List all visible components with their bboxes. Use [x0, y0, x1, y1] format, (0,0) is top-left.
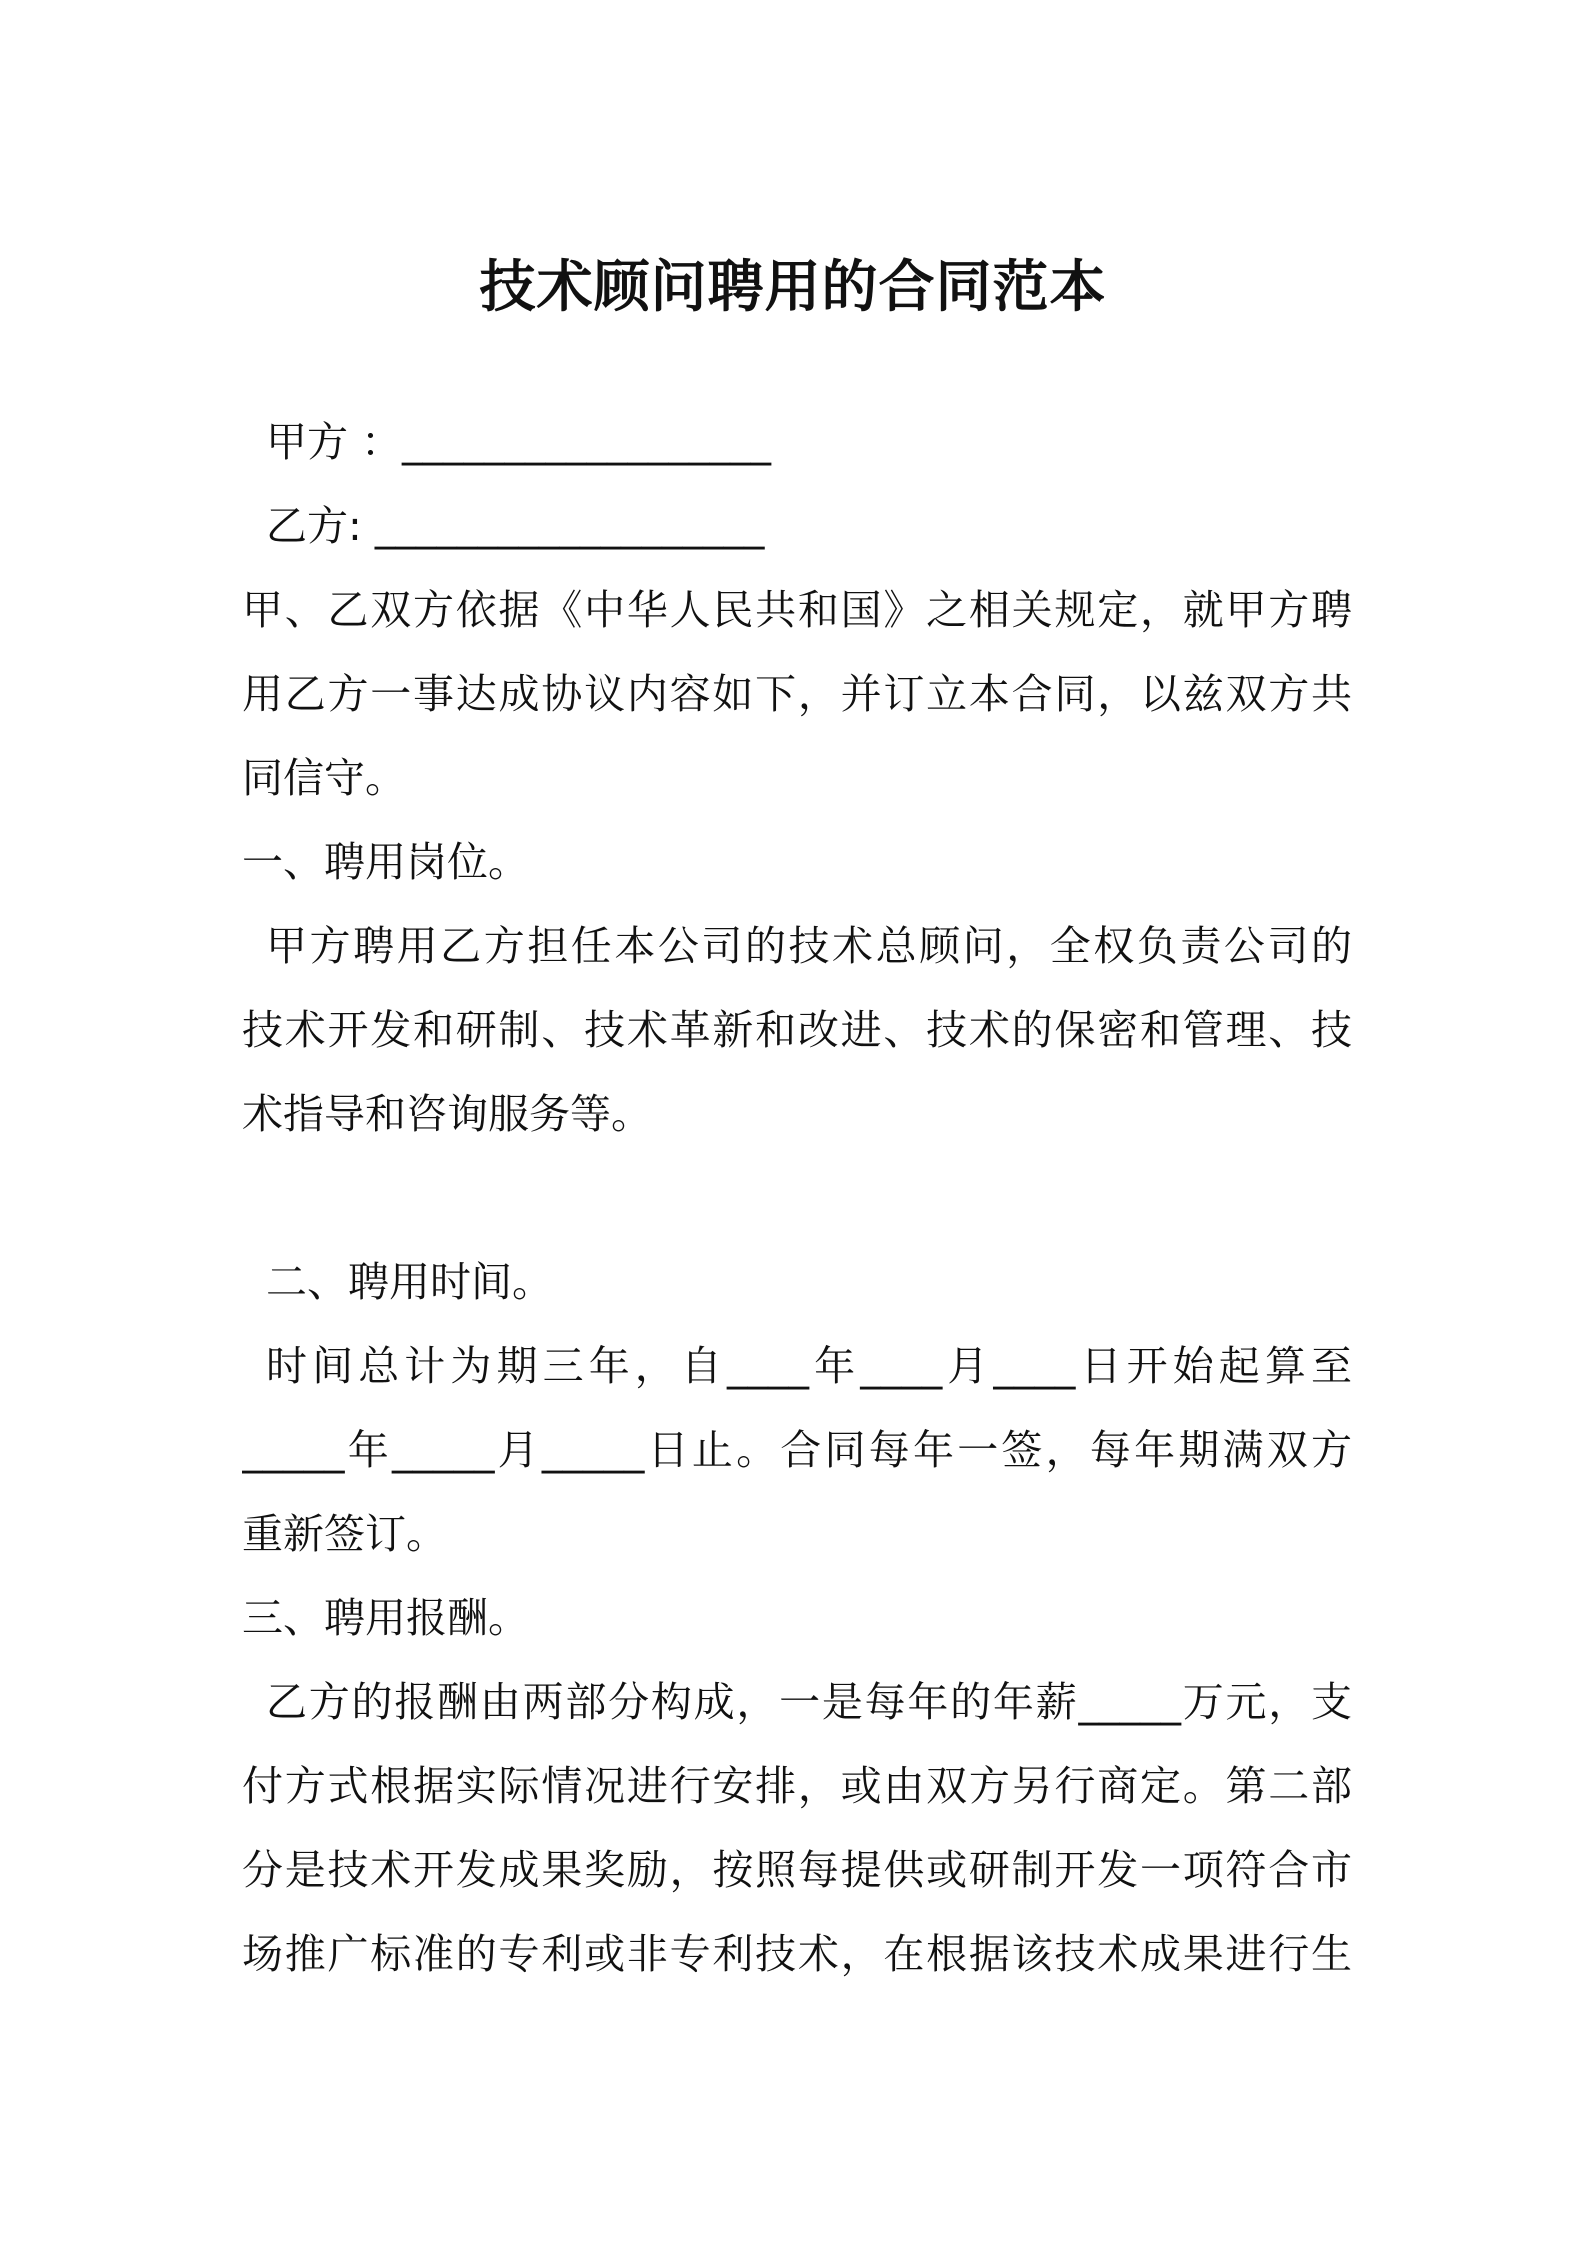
section-body-line: 时间总计为期三年，自____年____月____日开始起算至	[266, 1342, 1352, 1390]
section-body-line: 技术开发和研制、技术革新和改进、技术的保密和管理、技	[242, 1006, 1352, 1054]
section-body-line: 场推广标准的专利或非专利技术，在根据该技术成果进行生	[242, 1930, 1352, 1978]
party-a-line: 甲方 ：__________________	[266, 418, 772, 466]
preamble-line: 甲、乙双方依据《中华人民共和国》之相关规定，就甲方聘	[242, 586, 1352, 634]
section-body-line: 乙方的报酬由两部分构成，一是每年的年薪_____万元，支	[266, 1678, 1352, 1726]
section-body-line: 付方式根据实际情况进行安排，或由双方另行商定。第二部	[242, 1762, 1352, 1810]
section-heading-remuneration: 三、聘用报酬。	[242, 1594, 529, 1642]
section-heading-position: 一、聘用岗位。	[242, 838, 529, 886]
section-heading-term: 二、聘用时间。	[266, 1258, 553, 1306]
preamble-line: 用乙方一事达成协议内容如下，并订立本合同，以兹双方共	[242, 670, 1352, 718]
section-body-line: 甲方聘用乙方担任本公司的技术总顾问，全权负责公司的	[266, 922, 1352, 970]
section-body-line: 重新签订。	[242, 1510, 447, 1558]
section-body-line: 分是技术开发成果奖励，按照每提供或研制开发一项符合市	[242, 1846, 1352, 1894]
preamble-line: 同信守。	[242, 754, 406, 802]
section-body-line: 术指导和咨询服务等。	[242, 1090, 652, 1138]
party-b-line: 乙方: ___________________	[266, 502, 765, 550]
section-body-line: _____年_____月_____日止。合同每年一签，每年期满双方	[242, 1426, 1352, 1474]
document-title: 技术顾问聘用的合同范本	[479, 255, 1107, 320]
